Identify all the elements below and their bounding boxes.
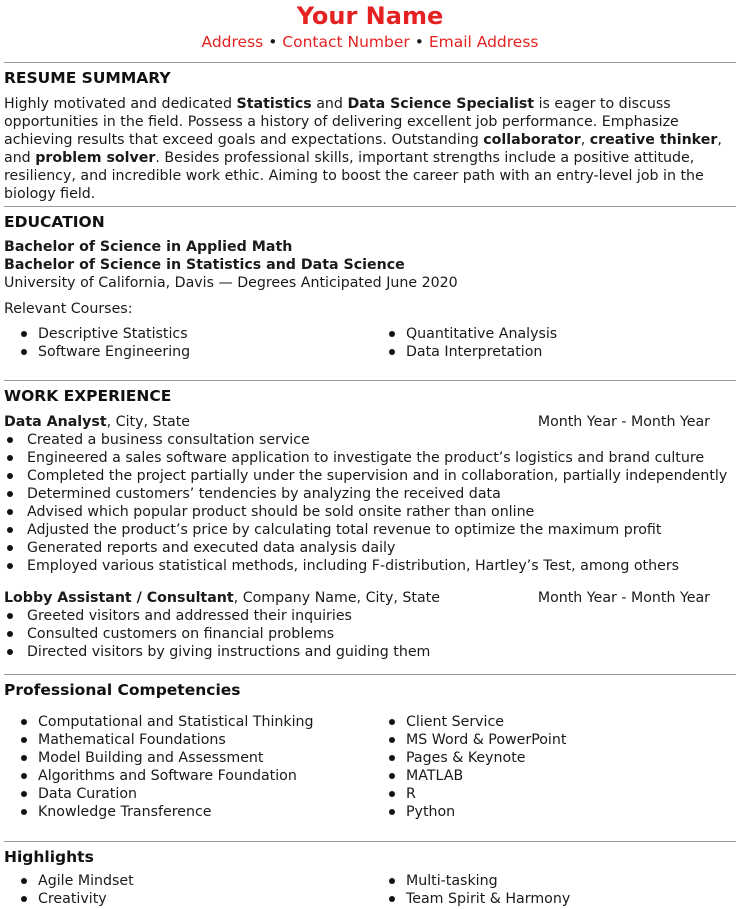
contact-line bbox=[0, 32, 740, 52]
section-divider bbox=[4, 206, 736, 207]
summary-emphasis: creative thinker bbox=[589, 132, 718, 148]
summary-paragraph bbox=[4, 95, 734, 203]
list-item: Knowledge Transference bbox=[4, 803, 314, 821]
competencies-list-left bbox=[4, 713, 314, 821]
job-dates: Month Year - Month Year bbox=[537, 590, 710, 606]
list-item: Employed various statistical methods, including F-distribution, Hartley’s Test, among others bbox=[4, 557, 727, 575]
list-item: Generated reports and executed data analysis daily bbox=[4, 539, 727, 557]
list-item: Directed visitors by giving instructions and guiding them bbox=[4, 643, 430, 661]
list-item: Completed the project partially under the supervision and in collaboration, partially independently bbox=[4, 467, 727, 485]
list-item: Computational and Statistical Thinking bbox=[4, 713, 314, 731]
separator: • bbox=[414, 33, 424, 51]
list-item: Adjusted the product’s price by calculating total revenue to optimize the maximum profit bbox=[4, 521, 727, 539]
separator: • bbox=[268, 33, 278, 51]
section-title-work: WORK EXPERIENCE bbox=[4, 387, 172, 405]
degree-2: Bachelor of Science in Statistics and Data Science bbox=[4, 257, 405, 273]
summary-emphasis: problem solver bbox=[35, 150, 156, 166]
section-divider bbox=[4, 841, 736, 842]
courses-list-left bbox=[4, 325, 190, 361]
email-text: Email Address bbox=[428, 33, 539, 51]
section-divider bbox=[4, 380, 736, 381]
list-item: Creativity bbox=[4, 890, 134, 908]
section-title-education: EDUCATION bbox=[4, 213, 105, 231]
job-bullets bbox=[4, 431, 727, 575]
list-item: R bbox=[372, 785, 566, 803]
job-dates: Month Year - Month Year bbox=[537, 414, 710, 430]
section-divider bbox=[4, 674, 736, 675]
list-item: Client Service bbox=[372, 713, 566, 731]
summary-text: , bbox=[580, 132, 590, 148]
summary-text: , and bbox=[4, 132, 722, 166]
list-item: Python bbox=[372, 803, 566, 821]
address-text: Address bbox=[201, 33, 264, 51]
list-item: Created a business consultation service bbox=[4, 431, 727, 449]
list-item: Software Engineering bbox=[4, 343, 190, 361]
list-item: Advised which popular product should be sold onsite rather than online bbox=[4, 503, 727, 521]
summary-text: . Besides professional skills, important strengths include a positive attitude, resiliency, and incredible work ethic. Aiming to boost the career path with an entry-level job in the biology field. bbox=[4, 150, 704, 202]
courses-list-right bbox=[372, 325, 557, 361]
list-item: Algorithms and Software Foundation bbox=[4, 767, 314, 785]
list-item: Descriptive Statistics bbox=[4, 325, 190, 343]
job-bullets bbox=[4, 607, 430, 661]
list-item: Engineered a sales software application to investigate the product’s logistics and brand culture bbox=[4, 449, 727, 467]
list-item: Mathematical Foundations bbox=[4, 731, 314, 749]
job-heading bbox=[4, 413, 190, 431]
list-item: Determined customers’ tendencies by analyzing the received data bbox=[4, 485, 727, 503]
job-heading bbox=[4, 589, 440, 607]
summary-emphasis: collaborator bbox=[483, 132, 581, 148]
list-item: Data Curation bbox=[4, 785, 314, 803]
list-item: MATLAB bbox=[372, 767, 566, 785]
list-item: Data Interpretation bbox=[372, 343, 557, 361]
section-divider bbox=[4, 62, 736, 63]
competencies-list-right bbox=[372, 713, 566, 821]
section-title-summary: RESUME SUMMARY bbox=[4, 69, 171, 87]
summary-emphasis: Data Science Specialist bbox=[347, 96, 535, 112]
list-item: Team Spirit & Harmony bbox=[372, 890, 570, 908]
summary-text: is eager to discuss opportunities in the field. Possess a history of delivering excellent job performance. Emphasize achieving results that exceed goals and expectations. Outstanding bbox=[4, 96, 679, 148]
job-location: , City, State bbox=[106, 414, 191, 430]
list-item: Quantitative Analysis bbox=[372, 325, 557, 343]
list-item: MS Word & PowerPoint bbox=[372, 731, 566, 749]
summary-text: and bbox=[311, 96, 348, 112]
school-line: University of California, Davis — Degrees Anticipated June 2020 bbox=[4, 275, 458, 291]
section-title-competencies: Professional Competencies bbox=[4, 681, 241, 699]
courses-label: Relevant Courses: bbox=[4, 301, 133, 317]
list-item: Model Building and Assessment bbox=[4, 749, 314, 767]
job-location: , Company Name, City, State bbox=[233, 590, 440, 606]
list-item: Pages & Keynote bbox=[372, 749, 566, 767]
highlights-list-left bbox=[4, 872, 134, 908]
phone-text: Contact Number bbox=[282, 33, 410, 51]
list-item: Consulted customers on financial problems bbox=[4, 625, 430, 643]
degree-1: Bachelor of Science in Applied Math bbox=[4, 239, 293, 255]
section-title-highlights: Highlights bbox=[4, 848, 94, 866]
summary-emphasis: Statistics bbox=[236, 96, 312, 112]
job-role: Data Analyst bbox=[4, 414, 107, 430]
candidate-name: Your Name bbox=[296, 2, 444, 30]
summary-text: Highly motivated and dedicated bbox=[4, 96, 237, 112]
list-item: Multi-tasking bbox=[372, 872, 570, 890]
job-role: Lobby Assistant / Consultant bbox=[4, 590, 234, 606]
list-item: Agile Mindset bbox=[4, 872, 134, 890]
list-item: Greeted visitors and addressed their inquiries bbox=[4, 607, 430, 625]
highlights-list-right bbox=[372, 872, 570, 908]
